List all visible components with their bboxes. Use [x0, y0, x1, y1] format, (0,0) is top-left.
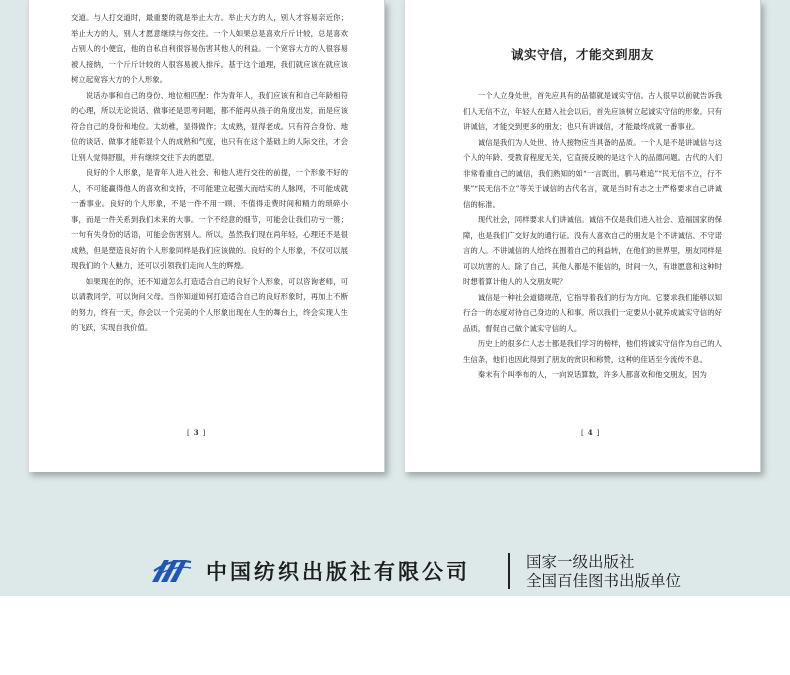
page-number: [ 4 ]	[581, 428, 600, 437]
chapter-title: 诚实守信，才能交到朋友	[510, 47, 654, 62]
book-page-left	[28, 0, 385, 472]
paragraph: 现代社会，同样要求人们讲诚信。诚信不仅是我们进入社会、造福国家的保障，也是我们广交好友的通行证。没有人喜欢自己的朋友是个不讲诚信、不守诺言的人。不讲诚信的人给终在围着自己的利益转，在他们的世界里，朋友同样是可以坑害的人。除了自己，其他人都是不能信的，时间一久，有谁愿意和这种时时想着算计他人的人交朋友呢？	[463, 215, 722, 286]
page-3-body	[71, 10, 348, 336]
paragraph: 一个人立身处世，首先应具有的品德就是诚实守信。古人很早以前就告诉我们人无信不立，年轻人在踏入社会以后，首先应该树立起诚实守信的形象。只有讲诚信，才能交到更多的朋友；也只有讲诚信，才能最终成就一番事业。	[463, 91, 722, 131]
publisher-logo-icon	[150, 554, 192, 584]
paragraph: 交道。与人打交道时，最重要的就是举止大方。举止大方的人，别人才容易亲近你；举止大方的人，别人才愿意继续与你交往。一个人如果总是喜欢斤斤计较，总是喜欢占别人的小便宜，他的自私自利很容易伤害其他人的利益。一个宽容大方的人很容易被人接纳，一个斤斤计较的人很容易被人排斥。基于这个道理，我们就应该在就应该树立起宽容大方的个人形象。	[71, 13, 348, 84]
publisher-tagline: 国家一级出版社	[526, 553, 635, 571]
paragraph: 如果现在的你，还不知道怎么打造适合自己的良好个人形象，可以咨询老师，可以请教同学，可以询问父母。当你知道如何打造适合自己的良好形象时，再加上不断的努力，终有一天，你会以一个完美的个人形象出现在人生的舞台上，终会实现人生的飞跃，实现自我价值。	[71, 276, 348, 332]
page-number-value: 4	[587, 428, 593, 437]
paragraph: 说话办事和自己的身份、地位相匹配：作为青年人，我们应该有和自己年龄相符的心理，所以无论说话、做事还是思考问题，都不能再从孩子的角度出发，而是应该符合自己的身份和地位。太幼稚，显得做作；太成熟，显得老成。只有符合身份、地位的谈话、做事才能彰显个人的成熟和气度，也只有在这个基础上的人际交往，才会让别人觉得舒服，并有继续交往下去的愿望。	[71, 90, 348, 162]
book-page-right	[404, 0, 761, 472]
page-4-body	[463, 88, 722, 383]
paragraph: 秦末有个叫季布的人，一向说话算数，许多人都喜欢和他交朋友，因为	[477, 370, 707, 379]
paragraph: 诚信是一种社会道德规范，它指导着我们的行为方向。它要求我们能够以知行合一的态度对待自己身边的人和事。所以我们一定要从小就养成诚实守信的好品质，督促自己做个诚实守信的人。	[463, 292, 722, 333]
publisher-name: 中国纺织出版社有限公司	[206, 559, 470, 584]
paragraph: 诚信是我们为人处世、待人接物应当具备的品质。一个人是不是讲诚信与这个人的年龄、受教育程度无关，它直接反映的是这个人的品德问题。古代的人们非常看重自己的诚信，我们熟知的如“一言既出，驷马难追”“民无信不立，行不果”“民无信不立”等关于诚信的古代名言，就是当时有志之士严格要求自己讲诚信的标准。	[463, 137, 722, 209]
publisher-footer	[150, 548, 710, 596]
divider	[508, 553, 510, 589]
paragraph: 历史上的很多仁人志士都是我们学习的榜样，他们将诚实守信作为自己的人生信条，他们也因此得到了朋友的赏识和称赞，这种的佳话至今流传不息。	[463, 339, 722, 364]
page-number-value: 3	[193, 428, 199, 437]
paragraph: 良好的个人形象，是青年人进入社会、和他人进行交往的前提，一个形象不好的人，不可能赢得他人的喜欢和支持，不可能建立起强大而结实的人脉网，不可能成就一番事业。良好的个人形象，不是一件不用一顾、不值得走费时间和精力的琐碎小事，而是一件关系到我们未来的大事。一个不经意的细节，可能会让我们功亏一篑；一句有失身份的话语，可能会伤害别人。所以，虽然我们现在尚年轻，心理还不是很成熟，但是塑造良好的个人形象同样是我们应该做的。良好的个人形象，不仅可以展现我们的个人魅力，还可以引领我们走向人生的辉煌。	[71, 168, 348, 270]
page-number: [ 3 ]	[187, 428, 206, 437]
publisher-tagline: 全国百佳图书出版单位	[526, 572, 682, 590]
